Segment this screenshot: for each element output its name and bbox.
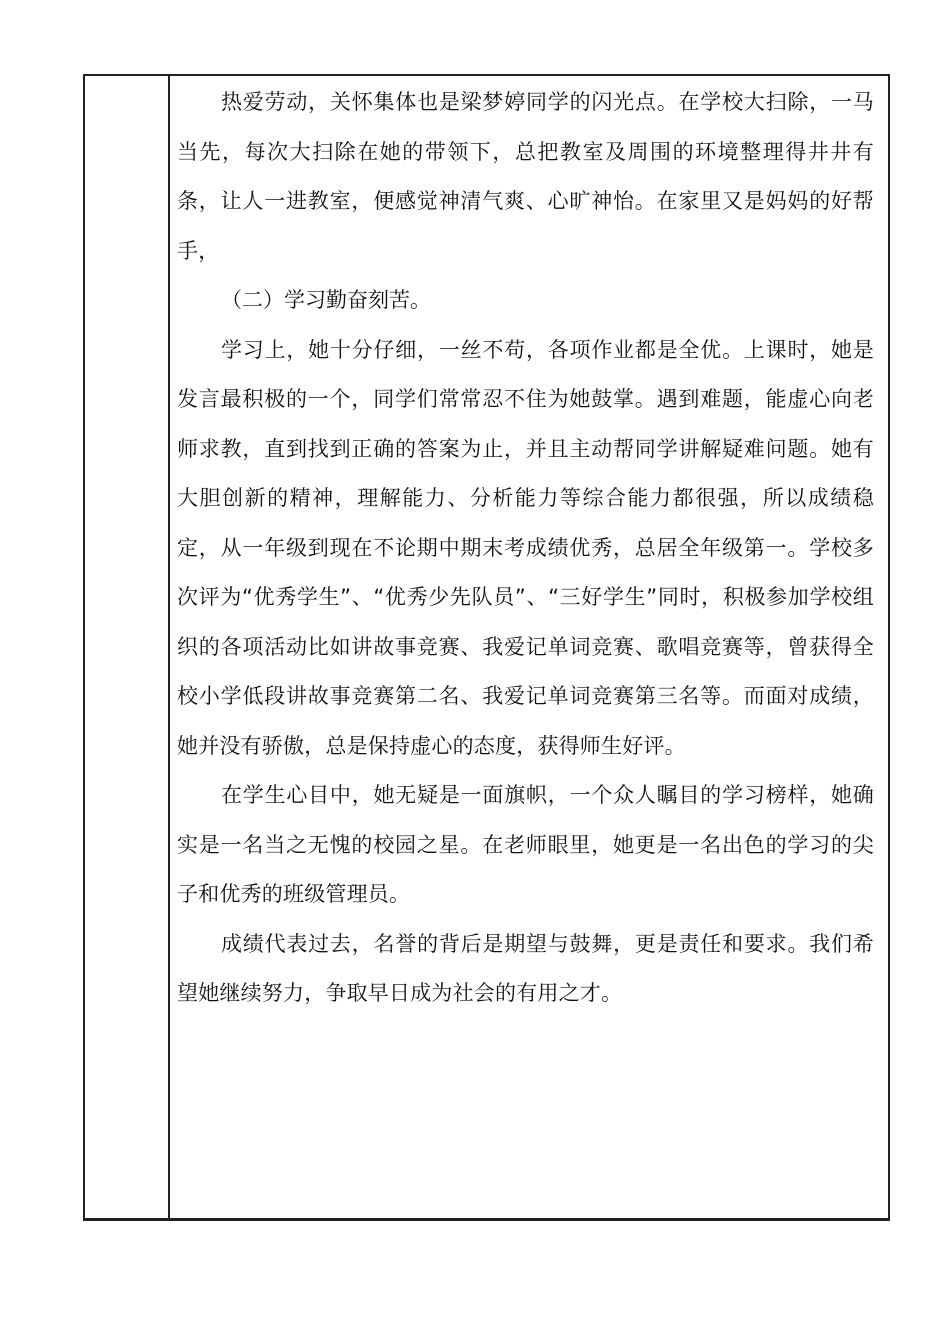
paragraph-labor: 热爱劳动，关怀集体也是梁梦婷同学的闪光点。在学校大扫除，一马当先，每次大扫除在她的带领下，总把教室及周围的环境整理得井井有条，让人一进教室，便感觉神清气爽、心旷神怡。在家里又是妈妈的好帮手， <box>177 90 874 263</box>
document-table <box>83 74 890 1221</box>
paragraph-conclusion: 成绩代表过去，名誉的背后是期望与鼓舞，更是责任和要求。我们希望她继续努力，争取早日成为社会的有用之才。 <box>177 931 874 1005</box>
table-column-divider <box>168 76 170 1218</box>
paragraph-role-model: 在学生心目中，她无疑是一面旗帜，一个众人瞩目的学习榜样，她确实是一名当之无愧的校园之星。在老师眼里，她更是一名出色的学习的尖子和优秀的班级管理员。 <box>177 783 874 906</box>
table-content-cell <box>177 78 874 1019</box>
section-heading-study: （二）学习勤奋刻苦。 <box>221 288 431 312</box>
paragraph-study: 学习上，她十分仔细，一丝不苟，各项作业都是全优。上课时，她是发言最积极的一个，同学们常常忍不住为她鼓掌。遇到难题，能虚心向老师求教，直到找到正确的答案为止，并且主动帮同学讲解疑难问题。她有大胆创新的精神，理解能力、分析能力等综合能力都很强，所以成绩稳定，从一年级到现在不论期中期末考成绩优秀，总居全年级第一。学校多次评为“优秀学生”、“优秀少先队员”、“三好学生”同时，积极参加学校组织的各项活动比如讲故事竞赛、我爱记单词竞赛、歌唱竞赛等，曾获得全校小学低段讲故事竞赛第二名、我爱记单词竞赛第三名等。而面对成绩，她并没有骄傲，总是保持虚心的态度，获得师生好评。 <box>177 337 874 758</box>
